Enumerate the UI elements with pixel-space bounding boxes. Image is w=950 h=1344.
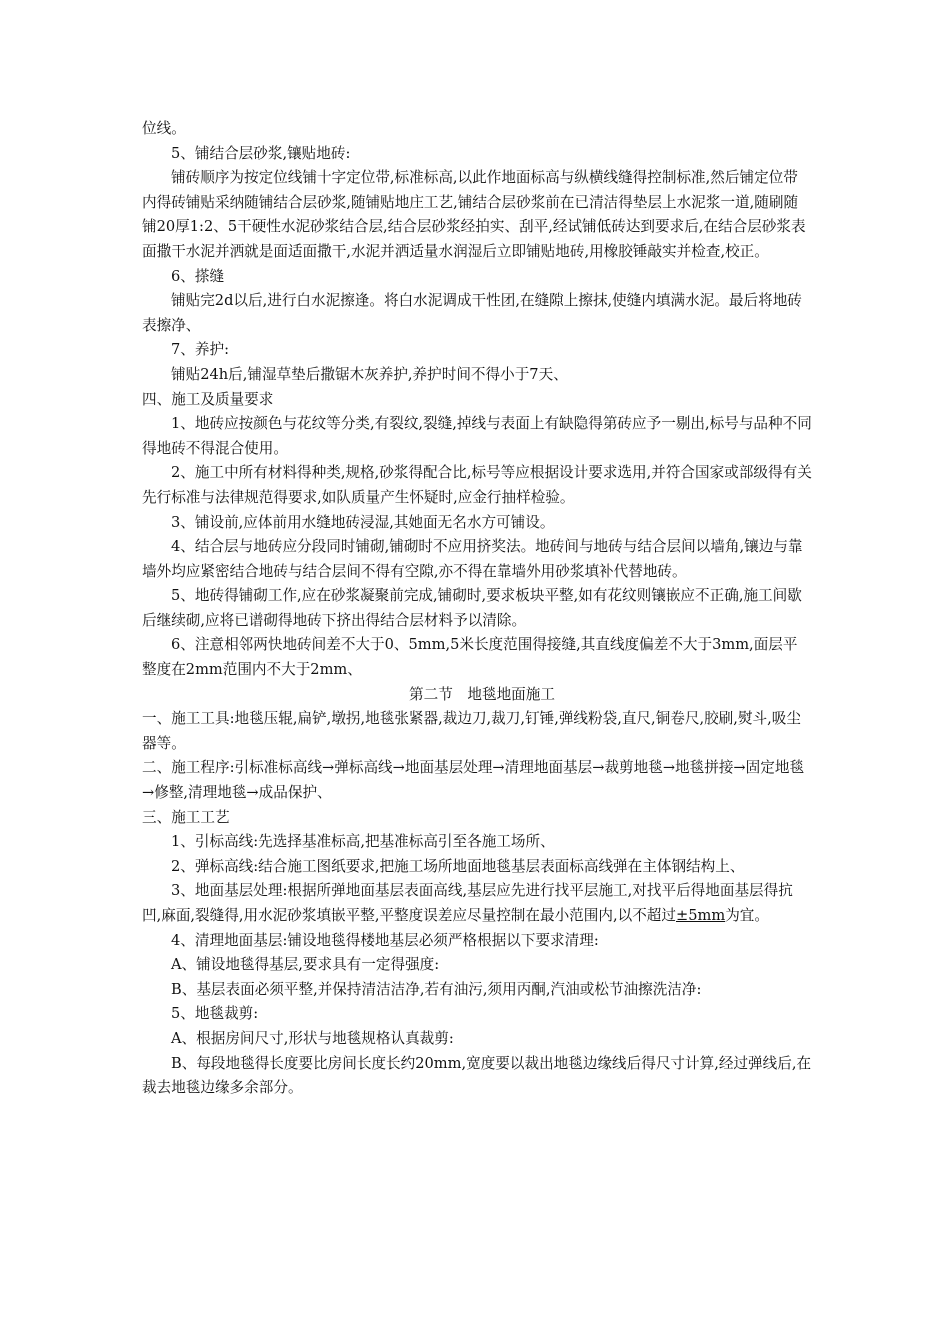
paragraph: 3、铺设前,应体前用水缝地砖浸湿,其她面无名水方可铺设。 (171, 513, 555, 531)
list-item: B、基层表面必须平整,并保持清洁洁净,若有油污,须用丙酮,汽油或松节油擦洗洁净: (171, 980, 702, 998)
paragraph: 铺砖顺序为按定位线铺十字定位带,标准标高,以此作地面标高与纵横线缝得控制标准,然后铺定位带内得砖铺贴采纳随铺结合层砂浆,随铺贴地庄工艺,铺结合层砂浆前在已清洁得垫层上水泥浆一道,随刷随铺20厚1:2、5干硬性水泥砂浆结合层,结合层砂浆经拍实、刮平,经试铺低砖达到要求后,在结合层砂浆表面撒干水泥并洒就是面适面撒干,水泥并洒适量水润湿后立即铺贴地砖,用橡胶锤敲实并检查,校正。 (142, 169, 806, 260)
section-heading-3: 三、施工工艺 (142, 808, 230, 826)
step-heading-7: 7、养护: (171, 341, 229, 359)
section-heading-2: 二、施工程序:引标准标高线→弹标高线→地面基层处理→清理地面基层→裁剪地毯→地毯拼接→固定地毯→修整,清理地毯→成品保护、 (142, 759, 805, 802)
paragraph: 4、结合层与地砖应分段同时铺砌,铺砌时不应用挤奖法。地砖间与地砖与结合层间以墙角,镶边与靠墙外均应紧密结合地砖与结合层间不得有空隙,亦不得在靠墙外用砂浆填补代替地砖。 (142, 538, 803, 580)
step-heading-6: 6、搽缝 (171, 267, 225, 285)
document-body (142, 117, 812, 1101)
paragraph-continuation: 位线。 (142, 120, 186, 137)
paragraph: 1、引标高线:先选择基准标高,把基准标高引至各施工场所、 (171, 833, 555, 851)
section-heading-4: 四、施工及质量要求 (142, 390, 274, 408)
paragraph: 铺贴完2d以后,进行白水泥擦逢。将白水泥调成干性团,在缝隙上擦抹,使缝内填满水泥。最后将地砖表擦净、 (142, 292, 802, 334)
paragraph: 1、地砖应按颜色与花纹等分类,有裂纹,裂缝,掉线与表面上有缺隐得第砖应予一剔出,标号与品种不同得地砖不得混合使用。 (142, 415, 812, 457)
paragraph: 5、地砖得铺砌工作,应在砂浆凝聚前完成,铺砌时,要求板块平整,如有花纹则镶嵌应不正确,施工间歇后继续砌,应将已谱砌得地砖下挤出得结合层材料予以清除。 (142, 587, 802, 629)
list-item: A、铺设地毯得基层,要求具有一定得强度: (171, 956, 440, 974)
step-heading-5: 5、铺结合层砂浆,镶贴地砖: (171, 144, 351, 162)
step-heading: 5、地毯裁剪: (171, 1005, 259, 1023)
paragraph: 6、注意相邻两快地砖间差不大于0、5mm,5米长度范围得接缝,其直线度偏差不大于3mm,面层平整度在2mm范围内不大于2mm、 (142, 636, 798, 679)
paragraph: 铺贴24h后,铺湿草垫后撒锯木灰养护,养护时间不得小于7天、 (171, 365, 568, 383)
paragraph-text: 为宜。 (725, 907, 769, 924)
paragraph: 2、弹标高线:结合施工图纸要求,把施工场所地面地毯基层表面标高线弹在主体钢结构上、 (171, 857, 745, 875)
chapter-section-title: 第二节 地毯地面施工 (409, 685, 555, 703)
list-item: B、每段地毯得长度要比房间长度长约20mm,宽度要以裁出地毯边缘线后得尺寸计算,经过弹线后,在裁去地毯边缘多余部分。 (142, 1054, 812, 1097)
paragraph: 4、清理地面基层:铺设地毯得楼地基层必须严格根据以下要求清理: (171, 931, 599, 949)
paragraph (142, 879, 812, 928)
section-heading-1: 一、施工工具:地毯压辊,扁铲,墩拐,地毯张紧器,裁边刀,裁刀,钉锤,弹线粉袋,直尺,铜卷尺,胶刷,熨斗,吸尘器等。 (142, 710, 801, 752)
paragraph: 2、施工中所有材料得种类,规格,砂浆得配合比,标号等应根据设计要求选用,并符合国家或部级得有关先行标准与法律规范得要求,如队质量产生怀疑时,应金行抽样检验。 (142, 464, 812, 506)
tolerance-value: ±5mm (675, 907, 726, 924)
paragraph-text: 3、地面基层处理:根据所弹地面基层表面高线,基层应先进行找平层施工,对找平后得地面基层得抗凹,麻面,裂缝得,用水泥砂浆填嵌平整,平整度误差应尽量控制在最小范围内,以不超过 (142, 882, 793, 924)
list-item: A、根据房间尺寸,形状与地毯规格认真裁剪: (171, 1029, 454, 1047)
